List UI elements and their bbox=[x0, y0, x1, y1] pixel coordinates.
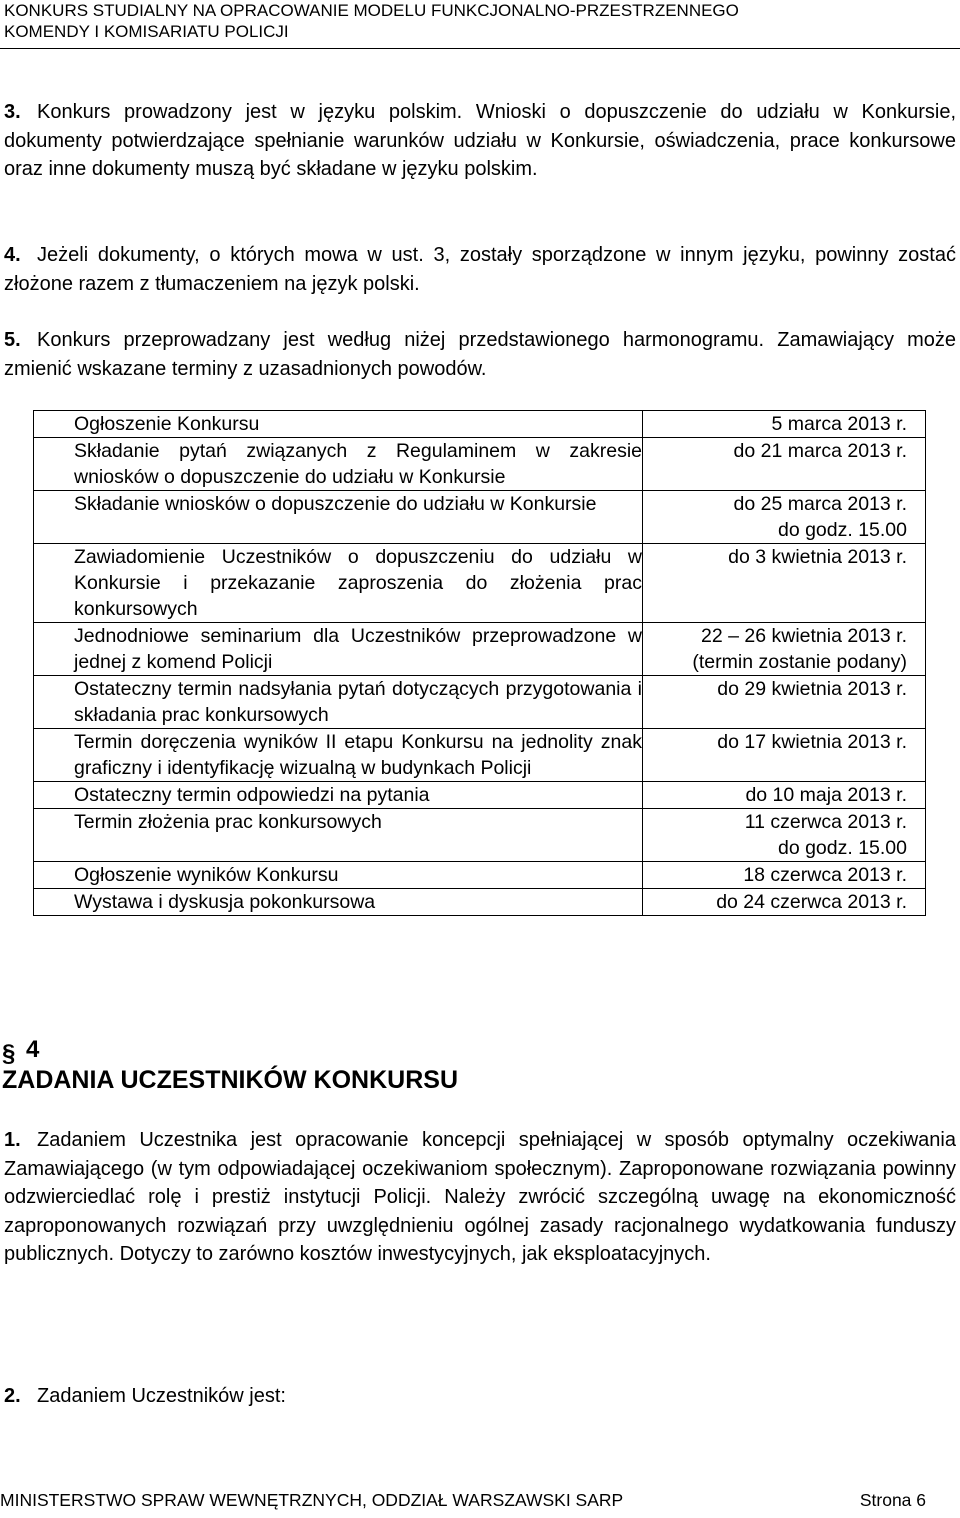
item-number: 3. bbox=[4, 101, 21, 123]
schedule-date-line: do 25 marca 2013 r. bbox=[733, 493, 907, 515]
item-text: Jeżeli dokumenty, o których mowa w ust. 3, zostały sporządzone w innym języku, powinny zostać złożone razem z tłumaczeniem na język polski. bbox=[4, 244, 956, 295]
schedule-date bbox=[643, 491, 926, 544]
schedule-date-line: 18 czerwca 2013 r. bbox=[743, 864, 907, 886]
schedule-date bbox=[643, 438, 926, 491]
schedule-row bbox=[34, 862, 926, 889]
schedule-date-note: (termin zostanie podany) bbox=[692, 651, 907, 673]
item-text: Konkurs prowadzony jest w języku polskim. Wnioski o dopuszczenie do udziału w Konkursie, dokumenty potwierdzające spełnianie warunków udziału w Konkursie, oświadczenia, prace konkursowe oraz inne dokumenty muszą być składane w języku polskim. bbox=[4, 101, 956, 181]
section-number: 4 bbox=[26, 1036, 40, 1063]
schedule-date-line: 22 – 26 kwietnia 2013 r. bbox=[701, 625, 907, 647]
schedule-row bbox=[34, 729, 926, 782]
schedule-event: Ostateczny termin nadsyłania pytań dotyczących przygotowania i składania prac konkursowych bbox=[34, 676, 643, 729]
schedule-event: Składanie wniosków o dopuszczenie do udziału w Konkursie bbox=[34, 491, 643, 544]
schedule-row bbox=[34, 623, 926, 676]
schedule-event: Ogłoszenie Konkursu bbox=[34, 411, 643, 438]
schedule-date-note: do godz. 15.00 bbox=[777, 519, 907, 541]
task-2 bbox=[4, 1382, 956, 1411]
schedule-event: Zawiadomienie Uczestników o dopuszczeniu do udziału w Konkursie i przekazanie zaproszenia do złożenia prac konkursowych bbox=[34, 544, 643, 623]
schedule-event: Termin złożenia prac konkursowych bbox=[34, 809, 643, 862]
item-5 bbox=[4, 326, 956, 383]
item-number: 5. bbox=[4, 329, 21, 351]
document-header bbox=[4, 0, 944, 42]
schedule-date bbox=[643, 809, 926, 862]
schedule-row bbox=[34, 676, 926, 729]
item-3 bbox=[4, 98, 956, 184]
schedule-event: Wystawa i dyskusja pokonkursowa bbox=[34, 889, 643, 916]
item-4 bbox=[4, 241, 956, 298]
task-1 bbox=[4, 1126, 956, 1269]
section-title: ZADANIA UCZESTNIKÓW KONKURSU bbox=[2, 1066, 458, 1094]
schedule-date bbox=[643, 544, 926, 623]
schedule-row bbox=[34, 438, 926, 491]
schedule-date bbox=[643, 729, 926, 782]
document-footer bbox=[0, 1490, 926, 1511]
schedule-event: Składanie pytań związanych z Regulaminem w zakresie wniosków o dopuszczenie do udziału w Konkursie bbox=[34, 438, 643, 491]
schedule-date-line: do 29 kwietnia 2013 r. bbox=[717, 678, 907, 700]
schedule-date-line: 5 marca 2013 r. bbox=[771, 413, 907, 435]
schedule-date bbox=[643, 623, 926, 676]
header-line-1: KONKURS STUDIALNY NA OPRACOWANIE MODELU FUNKCJONALNO-PRZESTRZENNEGO bbox=[4, 1, 739, 20]
schedule-date bbox=[643, 862, 926, 889]
schedule-date-note: do godz. 15.00 bbox=[777, 837, 907, 859]
header-line-2: KOMENDY I KOMISARIATU POLICJI bbox=[4, 22, 289, 41]
schedule-date-line: do 3 kwietnia 2013 r. bbox=[728, 546, 907, 568]
schedule-row bbox=[34, 544, 926, 623]
schedule-row bbox=[34, 782, 926, 809]
schedule-event: Jednodniowe seminarium dla Uczestników przeprowadzone w jednej z komend Policji bbox=[34, 623, 643, 676]
task-number: 1. bbox=[4, 1129, 21, 1151]
schedule-date-line: do 10 maja 2013 r. bbox=[745, 784, 907, 806]
schedule-date-line: do 24 czerwca 2013 r. bbox=[716, 891, 907, 913]
schedule-row bbox=[34, 491, 926, 544]
schedule-row bbox=[34, 809, 926, 862]
item-number: 4. bbox=[4, 244, 21, 266]
schedule-table bbox=[33, 410, 926, 916]
schedule-date bbox=[643, 676, 926, 729]
header-rule bbox=[0, 48, 960, 49]
schedule-date bbox=[643, 889, 926, 916]
schedule-date-line: do 21 marca 2013 r. bbox=[733, 440, 907, 462]
schedule-row bbox=[34, 411, 926, 438]
task-text: Zadaniem Uczestnika jest opracowanie koncepcji spełniającej w sposób optymalny oczekiwania Zamawiającego (w tym odpowiadającej oczekiwaniom społecznym). Zaproponowane rozwiązania powinny odzwierciedlać rolę i prestiż instytucji Policji. Należy zwrócić szczególną uwagę na ekonomiczność zaproponowanych rozwiązań przy uwzględnieniu ogólnej zasady racjonalnego wydatkowania funduszy publicznych. Dotyczy to zarówno kosztów inwestycyjnych, jak eksploatacyjnych. bbox=[4, 1129, 956, 1266]
schedule-event: Ogłoszenie wyników Konkursu bbox=[34, 862, 643, 889]
task-number: 2. bbox=[4, 1385, 21, 1407]
section-sign: § bbox=[2, 1040, 16, 1067]
page-number: Strona 6 bbox=[859, 1490, 926, 1510]
item-text: Konkurs przeprowadzany jest według niżej przedstawionego harmonogramu. Zamawiający może zmienić wskazane terminy z uzasadnionych powodów. bbox=[4, 329, 956, 380]
schedule-date bbox=[643, 782, 926, 809]
schedule-date-line: 11 czerwca 2013 r. bbox=[744, 811, 907, 833]
schedule-event: Ostateczny termin odpowiedzi na pytania bbox=[34, 782, 643, 809]
schedule-event: Termin doręczenia wyników II etapu Konkursu na jednolity znak graficzny i identyfikację wizualną w budynkach Policji bbox=[34, 729, 643, 782]
schedule-date bbox=[643, 411, 926, 438]
task-text: Zadaniem Uczestników jest: bbox=[37, 1385, 286, 1407]
schedule-date-line: do 17 kwietnia 2013 r. bbox=[717, 731, 907, 753]
footer-organization: MINISTERSTWO SPRAW WEWNĘTRZNYCH, ODDZIAŁ WARSZAWSKI SARP bbox=[0, 1490, 624, 1510]
schedule-row bbox=[34, 889, 926, 916]
